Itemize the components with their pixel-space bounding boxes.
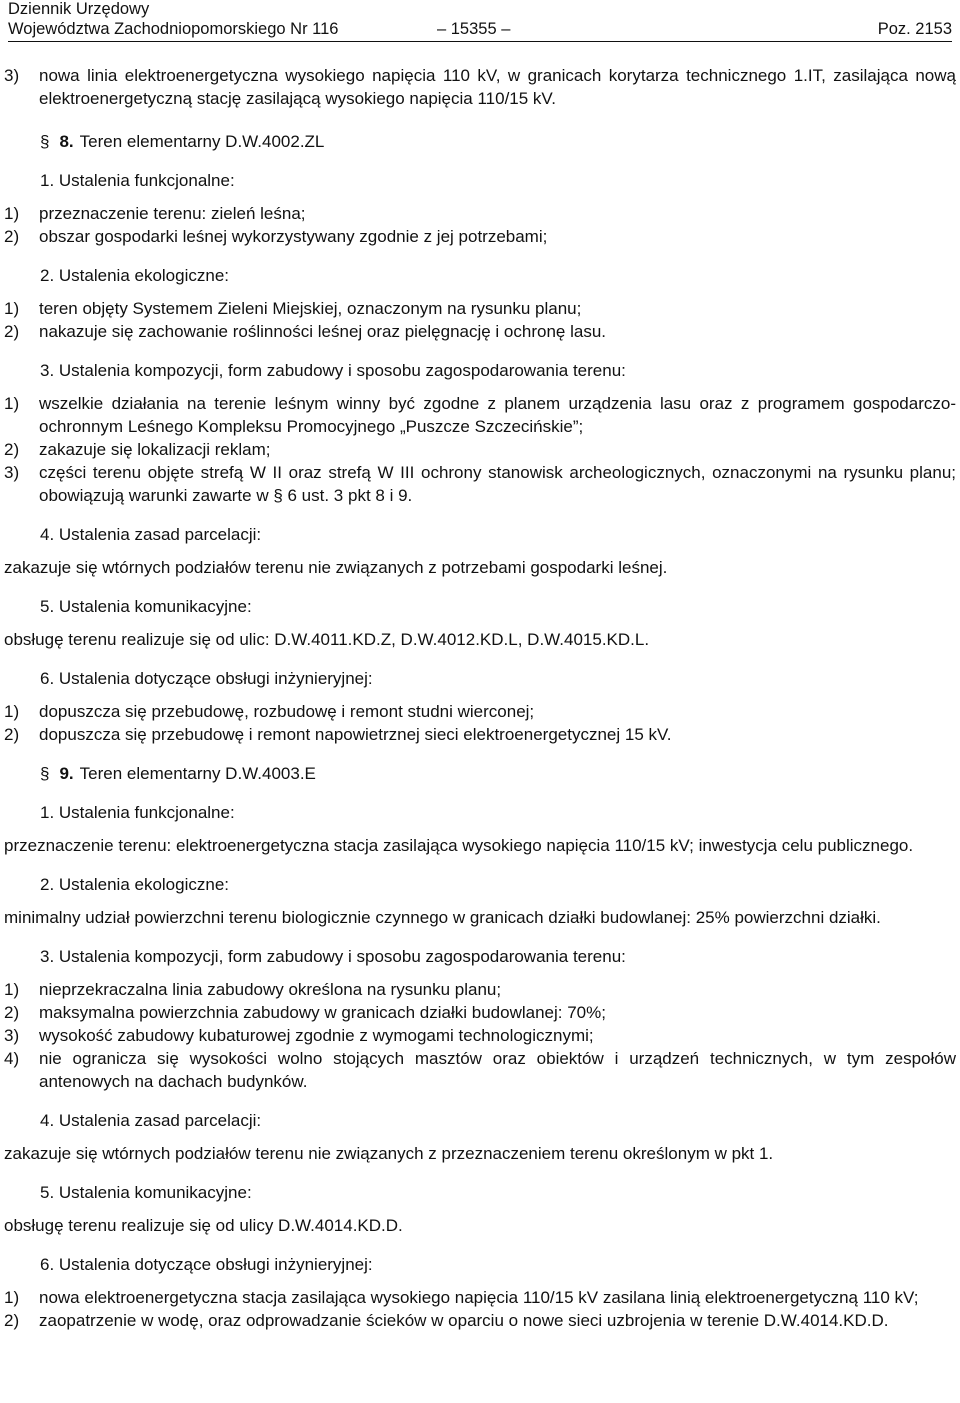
s8-heading-4: 4. Ustalenia zasad parcelacji:	[40, 525, 262, 544]
list-item-number: 3)	[4, 66, 20, 85]
s9-heading-3: 3. Ustalenia kompozycji, form zabudowy i sposobu zagospodarowania terenu:	[40, 947, 626, 966]
list-item-number: 2)	[4, 725, 20, 744]
list-item-text: nowa elektroenergetyczna stacja zasilająca wysokiego napięcia 110/15 kV zasilana linią elektroenergetyczną 110 kV;	[39, 1288, 919, 1307]
list-item-text: nowa linia elektroenergetyczna wysokiego napięcia 110 kV, w granicach korytarza technicznego 1.IT, zasilająca nową elektroenergetyczną stację zasilającą wysokiego napięcia 110/15 kV.	[39, 66, 956, 108]
list-item-text: nieprzekraczalna linia zabudowy określona na rysunku planu;	[39, 980, 502, 999]
s8-paragraph-5: obsługę terenu realizuje się od ulic: D.W.4011.KD.Z, D.W.4012.KD.L, D.W.4015.KD.L.	[4, 630, 650, 649]
s8-paragraph-4: zakazuje się wtórnych podziałów terenu nie związanych z potrzebami gospodarki leśnej.	[4, 558, 668, 577]
list-item	[4, 978, 956, 1001]
list-item-text: przeznaczenie terenu: zieleń leśna;	[39, 204, 306, 223]
list-item-number: 2)	[4, 322, 20, 341]
list-item-number: 1)	[4, 394, 20, 413]
s8-list-1	[4, 202, 956, 248]
list-item	[4, 1047, 956, 1093]
list-item	[4, 1024, 956, 1047]
s8-heading-2: 2. Ustalenia ekologiczne:	[40, 266, 230, 285]
list-item	[4, 700, 956, 723]
section-9-title: § 9. Teren elementarny D.W.4003.E	[40, 764, 316, 783]
s8-list-3	[4, 392, 956, 507]
list-item	[4, 225, 956, 248]
list-item	[4, 723, 956, 746]
s8-list-6	[4, 700, 956, 746]
header-rule	[8, 41, 952, 42]
list-item-text: części terenu objęte strefą W II oraz strefą W III ochrony stanowisk archeologicznych, oznaczonymi na rysunku planu; obowiązują warunki zawarte w § 6 ust. 3 pkt 8 i 9.	[39, 463, 956, 505]
list-item	[4, 297, 956, 320]
page-number: – 15355 –	[437, 20, 511, 38]
list-item-text: teren objęty Systemem Zieleni Miejskiej, oznaczonym na rysunku planu;	[39, 299, 582, 318]
list-item-text: maksymalna powierzchnia zabudowy w granicach działki budowlanej: 70%;	[39, 1003, 606, 1022]
list-item-text: dopuszcza się przebudowę, rozbudowę i remont studni wierconej;	[39, 702, 535, 721]
s8-heading-6: 6. Ustalenia dotyczące obsługi inżynieryjnej:	[40, 669, 373, 688]
s9-heading-5: 5. Ustalenia komunikacyjne:	[40, 1183, 252, 1202]
list-item-text: nie ogranicza się wysokości wolno stojących masztów oraz obiektów i urządzeń technicznych, w tym zespołów antenowych na dachach budynków.	[39, 1049, 956, 1091]
list-item-number: 1)	[4, 1288, 20, 1307]
list-item	[4, 202, 956, 225]
s8-heading-5: 5. Ustalenia komunikacyjne:	[40, 597, 252, 616]
list-item-number: 1)	[4, 702, 20, 721]
list-item-text: obszar gospodarki leśnej wykorzystywany zgodnie z jej potrzebami;	[39, 227, 548, 246]
list-item-number: 3)	[4, 463, 20, 482]
list-item-number: 2)	[4, 1311, 20, 1330]
s9-list-3	[4, 978, 956, 1093]
s9-heading-1: 1. Ustalenia funkcjonalne:	[40, 803, 235, 822]
list-item	[4, 1001, 956, 1024]
list-item-number: 1)	[4, 299, 20, 318]
list-item-text: nakazuje się zachowanie roślinności leśnej oraz pielęgnację i ochronę lasu.	[39, 322, 607, 341]
list-item	[4, 320, 956, 343]
list-item-text: zaopatrzenie w wodę, oraz odprowadzanie ścieków w oparciu o nowe sieci uzbrojenia w terenie D.W.4014.KD.D.	[39, 1311, 889, 1330]
s9-paragraph-5: obsługę terenu realizuje się od ulicy D.W.4014.KD.D.	[4, 1216, 403, 1235]
s8-heading-3: 3. Ustalenia kompozycji, form zabudowy i sposobu zagospodarowania terenu:	[40, 361, 626, 380]
intro-list	[4, 64, 956, 110]
list-item-number: 4)	[4, 1049, 20, 1068]
list-item-number: 1)	[4, 980, 20, 999]
list-item	[4, 1309, 956, 1332]
list-item-number: 1)	[4, 204, 20, 223]
s9-paragraph-4: zakazuje się wtórnych podziałów terenu nie związanych z przeznaczeniem terenu określonym w pkt 1.	[4, 1144, 774, 1163]
s9-paragraph-1: przeznaczenie terenu: elektroenergetyczna stacja zasilająca wysokiego napięcia 110/15 kV; inwestycja celu publicznego.	[4, 836, 914, 855]
s8-heading-1: 1. Ustalenia funkcjonalne:	[40, 171, 235, 190]
list-item-text: dopuszcza się przebudowę i remont napowietrznej sieci elektroenergetycznej 15 kV.	[39, 725, 672, 744]
list-item	[4, 1286, 956, 1309]
list-item-text: wszelkie działania na terenie leśnym winny być zgodne z planem urządzenia lasu oraz z programem gospodarczo-ochronnym Leśnego Kompleksu Promocyjnego „Puszcze Szczecińskie”;	[39, 394, 956, 436]
list-item-number: 2)	[4, 227, 20, 246]
section-8-title: § 8. Teren elementarny D.W.4002.ZL	[40, 132, 325, 151]
s9-paragraph-2: minimalny udział powierzchni terenu biologicznie czynnego w granicach działki budowlanej: 25% powierzchni działki.	[4, 908, 881, 927]
list-item-text: zakazuje się lokalizacji reklam;	[39, 440, 271, 459]
list-item-number: 3)	[4, 1026, 20, 1045]
list-item	[4, 461, 956, 507]
s9-list-6	[4, 1286, 956, 1332]
list-item-text: wysokość zabudowy kubaturowej zgodnie z wymogami technologicznymi;	[39, 1026, 594, 1045]
position-number: Poz. 2153	[877, 20, 952, 38]
s9-heading-2: 2. Ustalenia ekologiczne:	[40, 875, 230, 894]
page-header	[4, 0, 956, 46]
s9-heading-4: 4. Ustalenia zasad parcelacji:	[40, 1111, 262, 1130]
list-item	[4, 392, 956, 438]
list-item-number: 2)	[4, 1003, 20, 1022]
s9-heading-6: 6. Ustalenia dotyczące obsługi inżynieryjnej:	[40, 1255, 373, 1274]
journal-subtitle: Województwa Zachodniopomorskiego Nr 116	[8, 20, 339, 38]
journal-title: Dziennik Urzędowy	[8, 0, 150, 18]
list-item	[4, 64, 956, 110]
s8-list-2	[4, 297, 956, 343]
list-item	[4, 438, 956, 461]
list-item-number: 2)	[4, 440, 20, 459]
